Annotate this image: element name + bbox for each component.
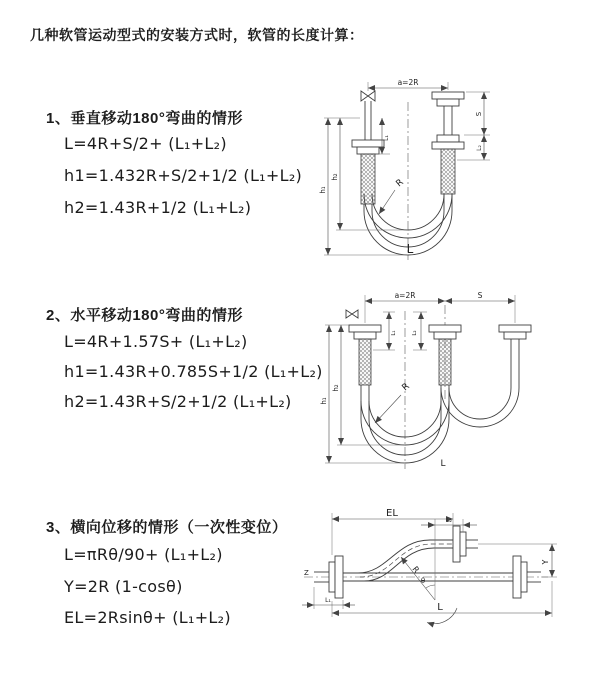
flange — [499, 325, 531, 332]
section-1-heading: 1、垂直移动180°弯曲的情形 — [46, 110, 243, 127]
d1-r-label: R — [394, 177, 406, 190]
d2-l-label: L — [440, 459, 446, 469]
braided-hose — [439, 339, 451, 385]
hose-s-curve — [358, 540, 453, 573]
d3-theta-label: θ — [420, 577, 426, 585]
flange — [329, 562, 335, 592]
flange — [429, 325, 461, 332]
section-3-formula-L: L=πRθ/90+ (L₁+L₂) — [64, 545, 223, 564]
valve-icon — [346, 310, 358, 318]
braided-hose — [361, 154, 375, 204]
valve-icon — [361, 91, 375, 101]
diagram-lateral-displacement — [300, 505, 595, 665]
flange — [352, 140, 384, 147]
diagram-vertical-180-bend — [300, 62, 595, 262]
section-1-formula-h2: h2=1.43R+1/2 (L₁+L₂) — [64, 198, 252, 217]
flange — [432, 92, 464, 99]
d2-h2-label: h₂ — [332, 384, 340, 392]
hose-bend-moved — [441, 388, 519, 427]
d1-h2-label: h₂ — [331, 173, 339, 181]
section-1-formula-h1: h1=1.432R+S/2+1/2 (L₁+L₂) — [64, 166, 303, 185]
d3-l-label: L — [437, 602, 443, 613]
d2-h1-label: h₁ — [320, 397, 328, 405]
d2-r-label: R — [400, 381, 412, 394]
section-2-formula-h1: h1=1.43R+0.785S+1/2 (L₁+L₂) — [64, 362, 323, 381]
d1-span-label: a=2R — [397, 78, 419, 87]
section-3-formula-EL: EL=2Rsinθ+ (L₁+L₂) — [64, 608, 231, 627]
d3-l1-label: L₁ — [325, 597, 331, 604]
section-2-heading: 2、水平移动180°弯曲的情形 — [46, 307, 243, 324]
d3-el-label: EL — [386, 508, 398, 519]
flange — [349, 325, 381, 332]
d2-span-label: a=2R — [394, 291, 416, 300]
diagram-horizontal-180-bend — [305, 283, 595, 473]
d2-l2-label: L₂ — [412, 330, 418, 336]
d2-s-label: S — [477, 291, 483, 300]
braided-hose — [441, 149, 455, 194]
flange — [513, 556, 521, 598]
section-3-heading: 3、横向位移的情形（一次性变位） — [46, 519, 288, 536]
section-3-formula-Y: Y=2R (1-cosθ) — [64, 577, 183, 596]
braided-hose — [359, 339, 371, 385]
flange — [437, 135, 459, 142]
d3-l2-label: L₂ — [446, 517, 452, 524]
d3-y-label: Y — [541, 559, 550, 565]
d2-l1-label: L₁ — [391, 330, 397, 336]
doc-title: 几种软管运动型式的安装方式时，软管的长度计算： — [30, 27, 364, 43]
section-2-formula-h2: h2=1.43R+S/2+1/2 (L₁+L₂) — [64, 392, 292, 411]
section-2-formula-L: L=4R+1.57S+ (L₁+L₂) — [64, 332, 248, 351]
d1-s-label: S — [475, 111, 483, 117]
section-1-formula-L: L=4R+S/2+ (L₁+L₂) — [64, 134, 227, 153]
d3-r-label: R — [410, 564, 421, 575]
d1-l-label: L — [406, 242, 414, 256]
flange-displaced — [453, 526, 460, 562]
d1-l2-label: L₂ — [476, 145, 483, 151]
d1-l1-label: L₁ — [383, 135, 390, 141]
d3-z-mark: Z — [304, 569, 309, 577]
d1-h1-label: h₁ — [319, 186, 327, 194]
